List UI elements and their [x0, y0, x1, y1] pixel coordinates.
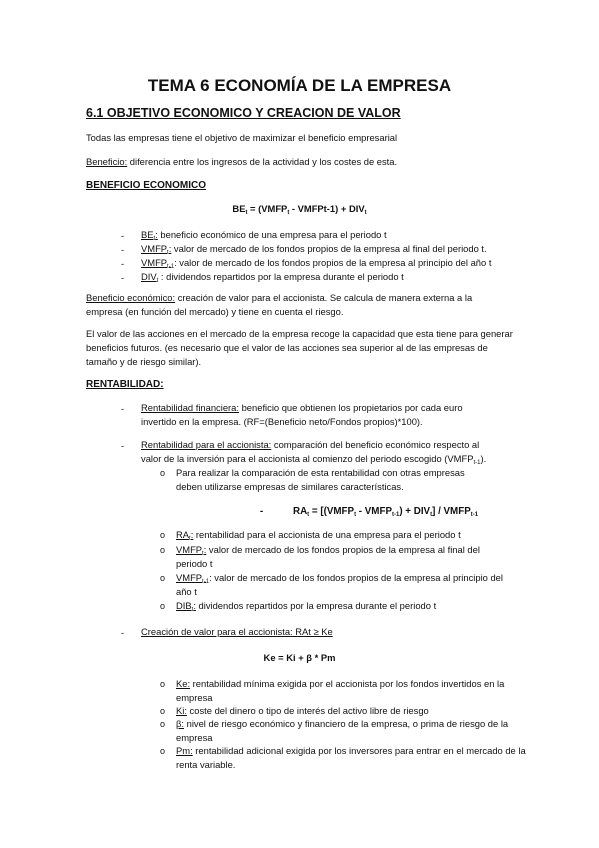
rentabilidad-accionista-line2: valor de la inversión para el accionista al comienzo del periodo escogido $(VMFP_{t-1})$.	[141, 453, 487, 466]
list-item: $BE_t$: beneficio económico de una empresa para el periodo t	[141, 229, 387, 242]
rentabilidad-accionista: Rentabilidad para el accionista: comparación del beneficio económico respecto al	[141, 439, 480, 450]
intro-text: Todas las empresas tiene el objetivo de maximizar el beneficio empresarial	[86, 132, 398, 143]
creacion-valor-heading: Creación de valor para el accionista: RAt ≥ Ke	[141, 626, 333, 637]
list-item: Pm: rentabilidad adicional exigida por los inversores para entrar en el mercado de la	[176, 745, 526, 756]
list-item: $VMFP_t$: valor de mercado de los fondos propios de la empresa al final del periodo t.	[141, 243, 487, 256]
be-paragraph-1: Beneficio económico: creación de valor para el accionista. Se calcula de manera externa a la	[86, 292, 473, 303]
list-bullet: o	[160, 719, 166, 729]
list-bullet: o	[160, 706, 166, 716]
be-heading: BENEFICIO ECONOMICO	[86, 180, 207, 191]
list-dash: -	[121, 244, 125, 255]
be-paragraph-1-line2: empresa (en función del mercado) y tiene en cuenta el riesgo.	[86, 306, 344, 317]
beneficio-term: Beneficio:	[86, 156, 128, 167]
ke-formula: Ke = Ki + β * Pm	[263, 652, 336, 663]
list-item: $VMFP_{t-1}$: valor de mercado de los fondos propios de la empresa al principio del año t	[141, 257, 492, 270]
list-bullet: o	[160, 530, 166, 540]
section-heading: 6.1 OBJETIVO ECONOMICO Y CREACION DE VALOR	[86, 106, 401, 120]
list-item-continuation: año t	[176, 586, 197, 597]
list-bullet: o	[160, 746, 166, 756]
beneficio-definition	[86, 156, 397, 168]
list-dash: -	[121, 440, 125, 451]
comparison-note-line2: deben utilizarse empresas de similares características.	[176, 481, 404, 492]
list-item: Ki: coste del dinero o tipo de interés del activo libre de riesgo	[176, 705, 429, 716]
list-item: β: nivel de riesgo económico y financiero de la empresa, o prima de riesgo de la	[176, 718, 509, 729]
list-bullet: o	[160, 468, 166, 478]
be-paragraph-2-line3: tamaño y de riesgo similar).	[86, 356, 202, 367]
list-bullet: o	[160, 601, 166, 611]
list-dash: -	[121, 258, 125, 269]
be-formula: $BE_t$ = ($VMFP_t$ - VMFPt-1) + $DIV_t$	[232, 203, 367, 216]
list-bullet: o	[160, 545, 166, 555]
list-bullet: o	[160, 573, 166, 583]
list-item: $DIV_t$ : dividendos repartidos por la empresa durante el periodo t	[141, 271, 404, 284]
list-dash: -	[121, 627, 125, 638]
list-item-continuation: renta variable.	[176, 759, 236, 770]
list-dash: -	[121, 230, 125, 241]
list-item-continuation: empresa	[176, 692, 213, 703]
list-item: $VMFP_t$: valor de mercado de los fondos propios de la empresa al final del	[176, 544, 480, 557]
comparison-note: Para realizar la comparación de esta rentabilidad con otras empresas	[176, 467, 465, 478]
list-item: $DIB_t$: dividendos repartidos por la empresa durante el periodo t	[176, 600, 437, 613]
list-item: $RA_t$: rentabilidad para el accionista de una empresa para el periodo t	[176, 529, 461, 542]
list-item-continuation: empresa	[176, 732, 213, 743]
beneficio-text: diferencia entre los ingresos de la actividad y los costes de esta.	[127, 156, 398, 167]
list-item: $VMFP_{t-1}$: valor de mercado de los fondos propios de la empresa al principio del	[176, 572, 503, 585]
ra-formula: -	[260, 506, 264, 517]
list-item: Ke: rentabilidad mínima exigida por el accionista por los fondos invertidos en la	[176, 678, 505, 689]
list-bullet: o	[160, 679, 166, 689]
list-dash: -	[121, 272, 125, 283]
list-dash: -	[121, 403, 125, 414]
rentabilidad-financiera-line2: invertido en la empresa. (RF=(Beneficio neto/Fondos propios)*100).	[141, 416, 423, 427]
be-paragraph-2: El valor de las acciones en el mercado de la empresa recoge la capacidad que esta tiene para generar	[86, 328, 513, 339]
ra-formula-body: $RA_t$ = [($VMFP_t$ - $VMFP_{t-1}) + DIV_t$] / $VMFP_{t-1}$	[293, 506, 479, 518]
rentabilidad-financiera: Rentabilidad financiera: beneficio que obtienen los propietarios por cada euro	[141, 402, 463, 413]
list-item-continuation: periodo t	[176, 558, 213, 569]
rentabilidad-heading: RENTABILIDAD:	[86, 379, 164, 390]
page-title: TEMA 6 ECONOMÍA DE LA EMPRESA	[147, 76, 452, 95]
be-paragraph-2-line2: beneficios futuros. (es necesario que el valor de las acciones sea superior al de las empresas de	[86, 342, 488, 353]
